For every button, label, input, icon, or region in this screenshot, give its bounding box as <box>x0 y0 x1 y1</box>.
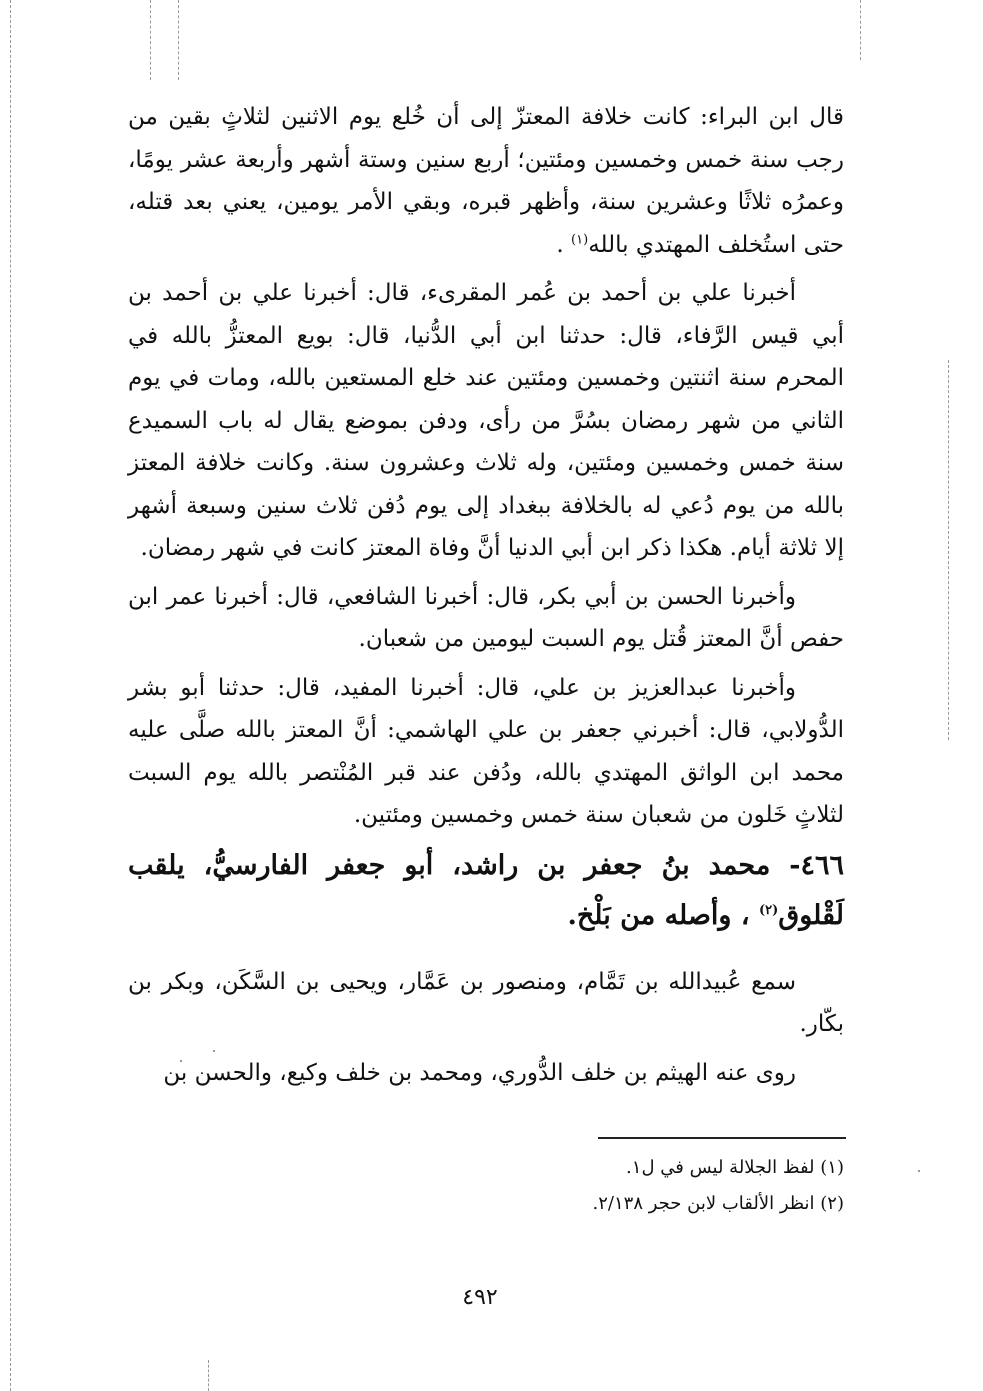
paragraph-5: سمع عُبيدالله بن تَمَّام، ومنصور بن عَمَّار، ويحيى بن السَّكَن، وبكر بن بكّار. <box>128 968 844 1037</box>
paragraph-6: روى عنه الهيثم بن خلف الدُّوري، ومحمد بن خلف وكيع، والحسن بن <box>163 1059 796 1086</box>
scan-margin-line <box>948 360 949 740</box>
paragraph-3: وأخبرنا الحسن بن أبي بكر، قال: أخبرنا الشافعي، قال: أخبرنا عمر ابن حفص أنَّ المعتز قُتل يوم السبت ليومين من شعبان. <box>128 583 844 652</box>
scan-margin-line <box>860 0 861 60</box>
scan-margin-line <box>178 0 179 80</box>
entry-heading-text: ٤٦٦- محمد بنُ جعفر بن راشد، أبو جعفر الفارسيُّ، يلقب لَقْلوق <box>128 849 844 931</box>
paragraph-1 <box>128 96 844 266</box>
entry-heading <box>128 841 844 941</box>
footnote-ref-2: (٢) <box>758 902 779 918</box>
entry-heading-tail: ، وأصله من بَلْخ. <box>567 899 759 931</box>
scan-margin-line <box>208 1360 209 1391</box>
paragraph-4: وأخبرنا عبدالعزيز بن علي، قال: أخبرنا المفيد، قال: حدثنا أبو بشر الدُّولابي، قال: أخبرني جعفر بن علي الهاشمي: أنَّ المعتز بالله صلَّى عليه محمد ابن الواثق المهتدي بالله، ودُفن عند قبر المُنْتصر بالله يوم السبت لثلاثٍ خَلون من شعبان سنة خمس وخمسين ومئتين. <box>128 674 844 828</box>
scan-margin-line <box>10 0 11 1391</box>
footnote-2: (٢) انظر الألقاب لابن حجر ٢/١٣٨. <box>592 1193 844 1214</box>
page-number: ٤٩٢ <box>462 1285 498 1310</box>
paragraph-1-text: قال ابن البراء: كانت خلافة المعتزّ إلى أن خُلع يوم الاثنين لثلاثٍ بقين من رجب سنة خمس وخمسين ومئتين؛ أربع سنين وستة أشهر وأربعة عشر يومًا، وعمرُه ثلاثًا وعشرين سنة، وأظهر قبره، وبقي الأمر يومين، يعني بعد قتله، حتى استُخلف المهتدي بالله <box>128 104 844 258</box>
footnote-separator <box>598 1137 846 1139</box>
footnote-1: (١) لفظ الجلالة ليس في ل١. <box>626 1157 844 1178</box>
scan-margin-line <box>150 0 151 80</box>
paragraph-1-tail: . <box>556 231 572 258</box>
paragraph-2: أخبرنا علي بن أحمد بن عُمر المقرىء، قال: أخبرنا علي بن أحمد بن أبي قيس الرَّفاء، قال: حدثنا ابن أبي الدُّنيا، قال: بويع المعتزُّ بالله في المحرم سنة اثنتين وخمسين ومئتين عند خلع المستعين بالله، ومات في يوم الثاني من شهر رمضان بسُرَّ من رأى، ودفن بموضع يقال له باب السميدع سنة خمس وخمسين ومئتين، وله ثلاث وعشرون سنة. وكانت خلافة المعتز بالله من يوم دُعي له بالخلافة ببغداد إلى يوم دُفن ثلاث سنين وسبعة أشهر إلا ثلاثة أيام. هكذا ذكر ابن أبي الدنيا أنَّ وفاة المعتز كانت في شهر رمضان. <box>128 280 844 561</box>
scan-speck <box>918 1170 920 1172</box>
footnote-ref-1: (١) <box>571 231 589 247</box>
footnotes <box>200 1150 844 1222</box>
main-text <box>128 96 844 1094</box>
